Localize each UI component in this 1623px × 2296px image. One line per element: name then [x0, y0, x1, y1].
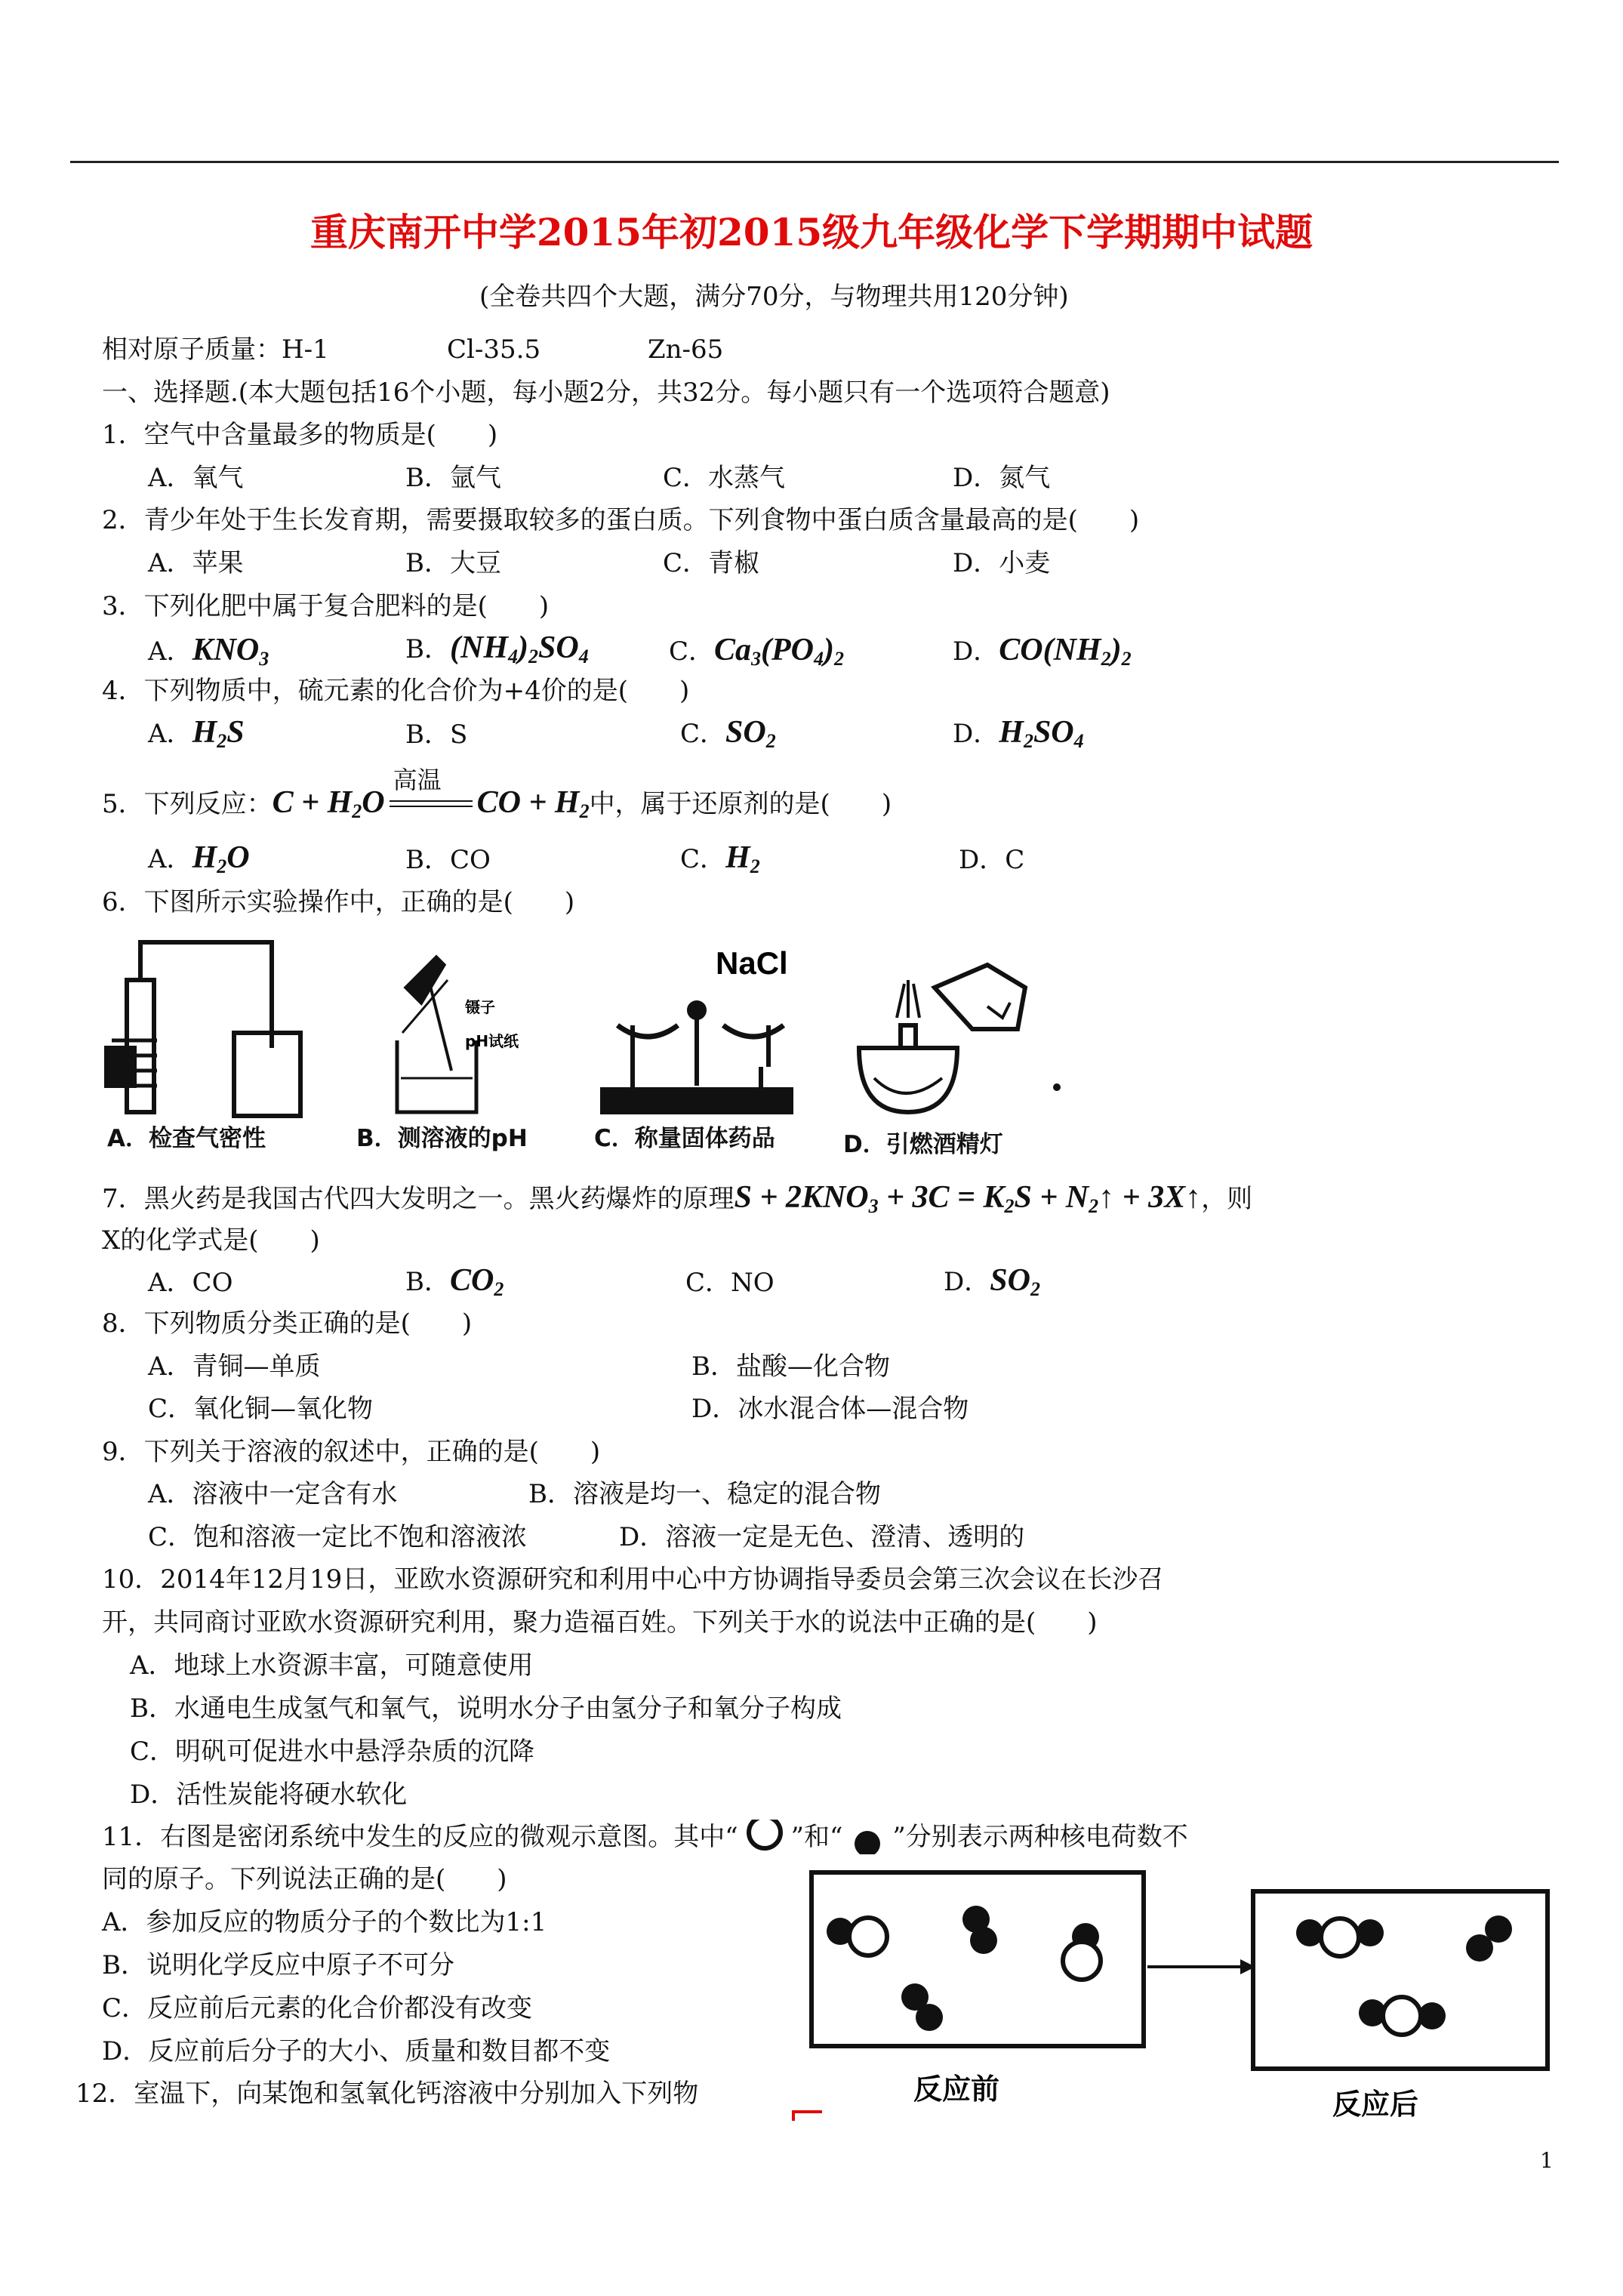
section-heading: 一、选择题.(本大题包括16个小题，每小题2分，共32分。每小题只有一个选项符合题意): [102, 378, 1110, 408]
q3-option-a: A．$KNO_3$: [148, 633, 269, 670]
q9-stem: 9．下列关于溶液的叙述中，正确的是( ): [102, 1437, 601, 1467]
q3-option-d: D．$CO(NH_2)_2$: [953, 633, 1132, 670]
q11-option-a: A．参加反应的物质分子的个数比为1:1: [102, 1907, 547, 1937]
q10-stem-line2: 开，共同商讨亚欧水资源研究利用，聚力造福百姓。下列关于水的说法中正确的是( ): [102, 1607, 1098, 1638]
q10-option-a: A．地球上水资源丰富，可随意使用: [130, 1650, 534, 1681]
q5-option-d: D．C: [959, 845, 1025, 875]
q3-stem: 3．下列化肥中属于复合肥料的是( ): [102, 591, 550, 621]
q2-stem: 2．青少年处于生长发育期，需要摄取较多的蛋白质。下列食物中蛋白质含量最高的是( ): [102, 505, 1140, 535]
q3-option-b: B．$(NH_4)_2SO_4$: [405, 630, 589, 667]
q8-stem: 8．下列物质分类正确的是( ): [102, 1308, 473, 1339]
q1-option-b: B．氩气: [405, 463, 501, 493]
q6-label-d: D．引燃酒精灯: [843, 1131, 1003, 1158]
q3-option-c: C．$Ca_3(PO_4)_2$: [669, 633, 845, 670]
q10-option-c: C．明矾可促进水中悬浮杂质的沉降: [130, 1737, 535, 1767]
q1-option-a: A．氧气: [148, 463, 244, 493]
page-number: 1: [1540, 2148, 1554, 2173]
q6-figure: [104, 935, 1063, 1131]
open-circle-atom-icon: [738, 1820, 791, 1854]
q12-stem: 12．室温下，向某饱和氢氧化钙溶液中分别加入下列物: [75, 2079, 699, 2109]
atomic-mass-zn: Zn-65: [648, 334, 724, 365]
q5-option-c: C．$H_2$: [680, 840, 760, 877]
q2-option-a: A．苹果: [148, 548, 244, 578]
q2-option-c: C．青椒: [663, 548, 760, 578]
q5-option-b: B．CO: [405, 845, 491, 875]
q6-label-b: B．测溶液的pH: [356, 1125, 528, 1152]
q4-option-c: C．$SO_2$: [680, 715, 776, 752]
q11-stem-line2: 同的原子。下列说法正确的是( ): [102, 1864, 507, 1894]
molecules-before: [827, 1906, 1101, 2031]
q7-stem-line2: X的化学式是( ): [102, 1225, 320, 1256]
q4-option-a: A．$H_2S$: [148, 715, 245, 752]
q9-option-d: D．溶液一定是无色、澄清、透明的: [619, 1522, 1025, 1552]
q5-option-a: A．$H_2O$: [148, 840, 250, 877]
apparatus-a: [104, 942, 300, 1116]
q4-option-d: D．$H_2SO_4$: [953, 715, 1084, 752]
atomic-mass-cl: Cl-35.5: [447, 334, 541, 365]
q8-option-a: A．青铜—单质: [148, 1351, 321, 1382]
q6-stem: 6．下图所示实验操作中，正确的是( ): [102, 887, 575, 917]
q9-option-c: C．饱和溶液一定比不饱和溶液浓: [148, 1522, 528, 1552]
q7-stem: 7．黑火药是我国古代四大发明之一。黑火药爆炸的原理$S + 2KNO_3 + 3C = K_2S$ + $N_2↑$ + 3X↑，则: [102, 1180, 1253, 1217]
page-title: 重庆南开中学2015年初2015级九年级化学下学期期中试题: [310, 210, 1313, 254]
q7-option-d: D．$SO_2$: [944, 1263, 1040, 1300]
q1-option-c: C．水蒸气: [663, 463, 786, 493]
filled-circle-atom-icon: [842, 1820, 892, 1854]
q11-option-c: C．反应前后元素的化合价都没有改变: [102, 1993, 533, 2023]
q7-option-a: A．CO: [148, 1268, 233, 1298]
molecules-after: [1296, 1915, 1512, 2035]
q5-stem: 5．下列反应：$C + H_2O$ 高温 CO + $H_2$中，属于还原剂的是( ): [102, 785, 892, 829]
q6-label-a: A．检查气密性: [107, 1125, 266, 1152]
label-before: 反应前: [913, 2073, 1000, 2106]
q4-option-b: B．S: [405, 720, 468, 750]
reaction-condition: 高温: [393, 766, 442, 794]
q10-stem-line1: 10．2014年12月19日，亚欧水资源研究和利用中心中方协调指导委员会第三次会议在长沙召: [102, 1564, 1164, 1595]
q11-micro-diagram: [804, 1865, 1559, 2182]
q10-option-d: D．活性炭能将硬水软化: [130, 1780, 408, 1810]
q8-option-b: B．盐酸—化合物: [691, 1351, 890, 1382]
atomic-mass-label: 相对原子质量：H-1: [102, 334, 329, 365]
top-rule: [70, 161, 1559, 163]
q7-option-c: C．NO: [685, 1268, 775, 1298]
label-tweezers: 镊子: [465, 998, 495, 1016]
q8-option-d: D．冰水混合体—混合物: [691, 1394, 969, 1424]
label-nacl: NaCl: [716, 945, 788, 981]
exam-subtitle: (全卷共四个大题，满分70分，与物理共用120分钟): [479, 282, 1069, 312]
q11-option-b: B．说明化学反应中原子不可分: [102, 1950, 454, 1980]
q9-option-a: A．溶液中一定含有水: [148, 1479, 398, 1509]
q11-stem-line1: 11．右图是密闭系统中发生的反应的微观示意图。其中“ ”和“ ”分别表示两种核电荷数不: [102, 1820, 1188, 1854]
q1-stem: 1．空气中含量最多的物质是( ): [102, 420, 498, 450]
q2-option-d: D．小麦: [953, 548, 1051, 578]
q6-label-c: C．称量固体药品: [594, 1125, 775, 1152]
apparatus-d: [859, 965, 1025, 1112]
q9-option-b: B．溶液是均一、稳定的混合物: [528, 1479, 881, 1509]
q10-option-b: B．水通电生成氢气和氧气，说明水分子由氢分子和氧分子构成: [130, 1693, 842, 1724]
q11-option-d: D．反应前后分子的大小、质量和数目都不变: [102, 2036, 611, 2066]
q4-stem: 4．下列物质中，硫元素的化合价为+4价的是( ): [102, 676, 690, 706]
label-ph-paper: pH试纸: [465, 1032, 519, 1050]
q8-option-c: C．氧化铜—氧化物: [148, 1394, 374, 1424]
label-after: 反应后: [1332, 2088, 1419, 2121]
red-mark: [792, 2110, 822, 2113]
apparatus-c: [602, 1003, 791, 1112]
q7-option-b: B．$CO_2$: [405, 1263, 504, 1300]
q2-option-b: B．大豆: [405, 548, 501, 578]
q1-option-d: D．氮气: [953, 463, 1051, 493]
